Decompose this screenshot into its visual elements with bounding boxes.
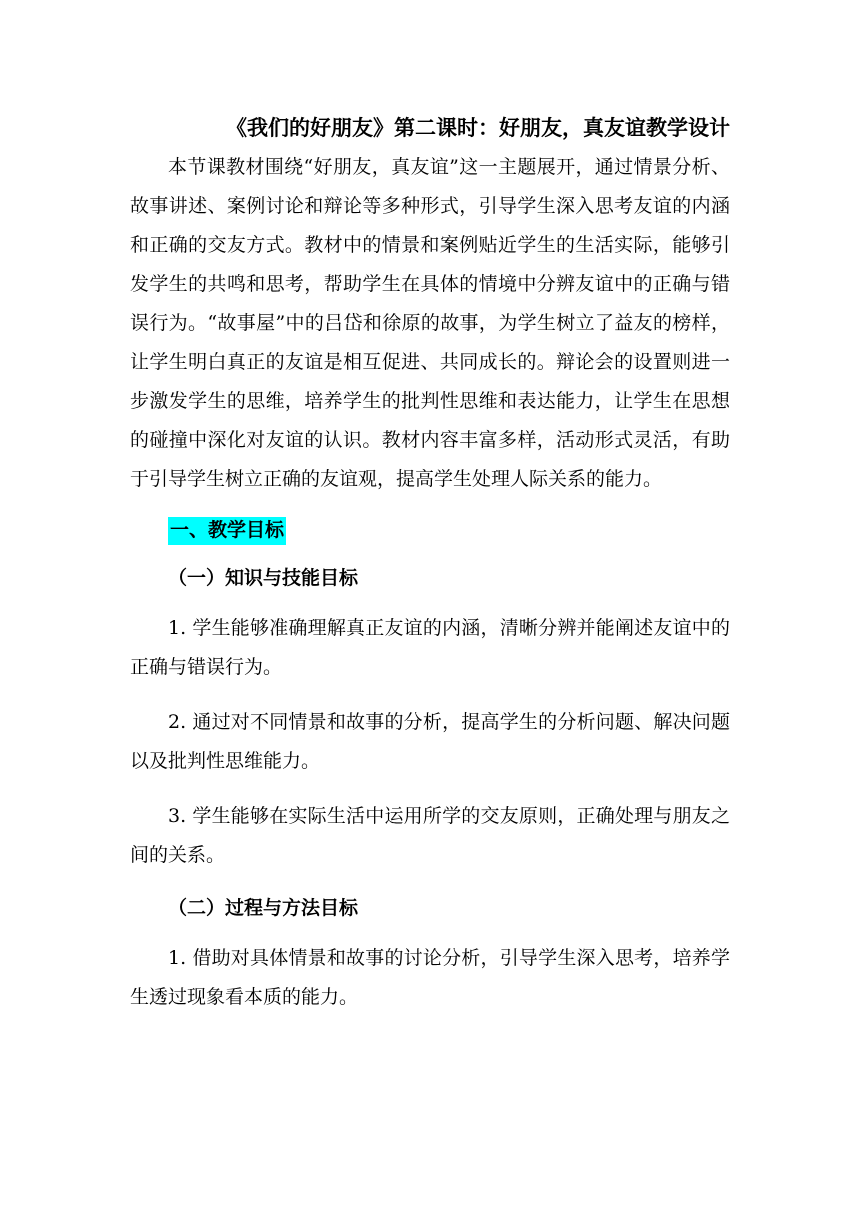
goal-item: 3. 学生能够在实际生活中运用所学的交友原则，正确处理与朋友之间的关系。 <box>130 805 730 866</box>
goal-item: 2. 通过对不同情景和故事的分析，提高学生的分析问题、解决问题以及批判性思维能力。 <box>130 711 730 772</box>
goal-item: 1. 借助对具体情景和故事的讨论分析，引导学生深入思考，培养学生透过现象看本质的能力。 <box>130 947 730 1008</box>
document-page <box>130 108 730 1017</box>
subsection-heading-knowledge-skills: （一）知识与技能目标 <box>168 567 359 589</box>
intro-paragraph: 本节课教材围绕“好朋友，真友谊”这一主题展开，通过情景分析、故事讲述、案例讨论和辩论等多种形式，引导学生深入思考友谊的内涵和正确的交友方式。教材中的情景和案例贴近学生的生活实际，能够引发学生的共鸣和思考，帮助学生在具体的情境中分辨友谊中的正确与错误行为。“故事屋”中的吕岱和徐原的故事，为学生树立了益友的榜样，让学生明白真正的友谊是相互促进、共同成长的。辩论会的设置则进一步激发学生的思维，培养学生的批判性思维和表达能力，让学生在思想的碰撞中深化对友谊的认识。教材内容丰富多样，活动形式灵活，有助于引导学生树立正确的友谊观，提高学生处理人际关系的能力。 <box>130 156 730 490</box>
section-heading-teaching-goals <box>130 515 730 545</box>
goal-item: 1. 学生能够准确理解真正友谊的内涵，清晰分辨并能阐述友谊中的正确与错误行为。 <box>130 617 730 678</box>
document-title: 《我们的好朋友》第二课时：好朋友，真友谊教学设计 <box>226 115 730 140</box>
highlighted-heading-text: 一、教学目标 <box>168 517 286 545</box>
subsection-heading-process-methods: （二）过程与方法目标 <box>168 897 359 919</box>
